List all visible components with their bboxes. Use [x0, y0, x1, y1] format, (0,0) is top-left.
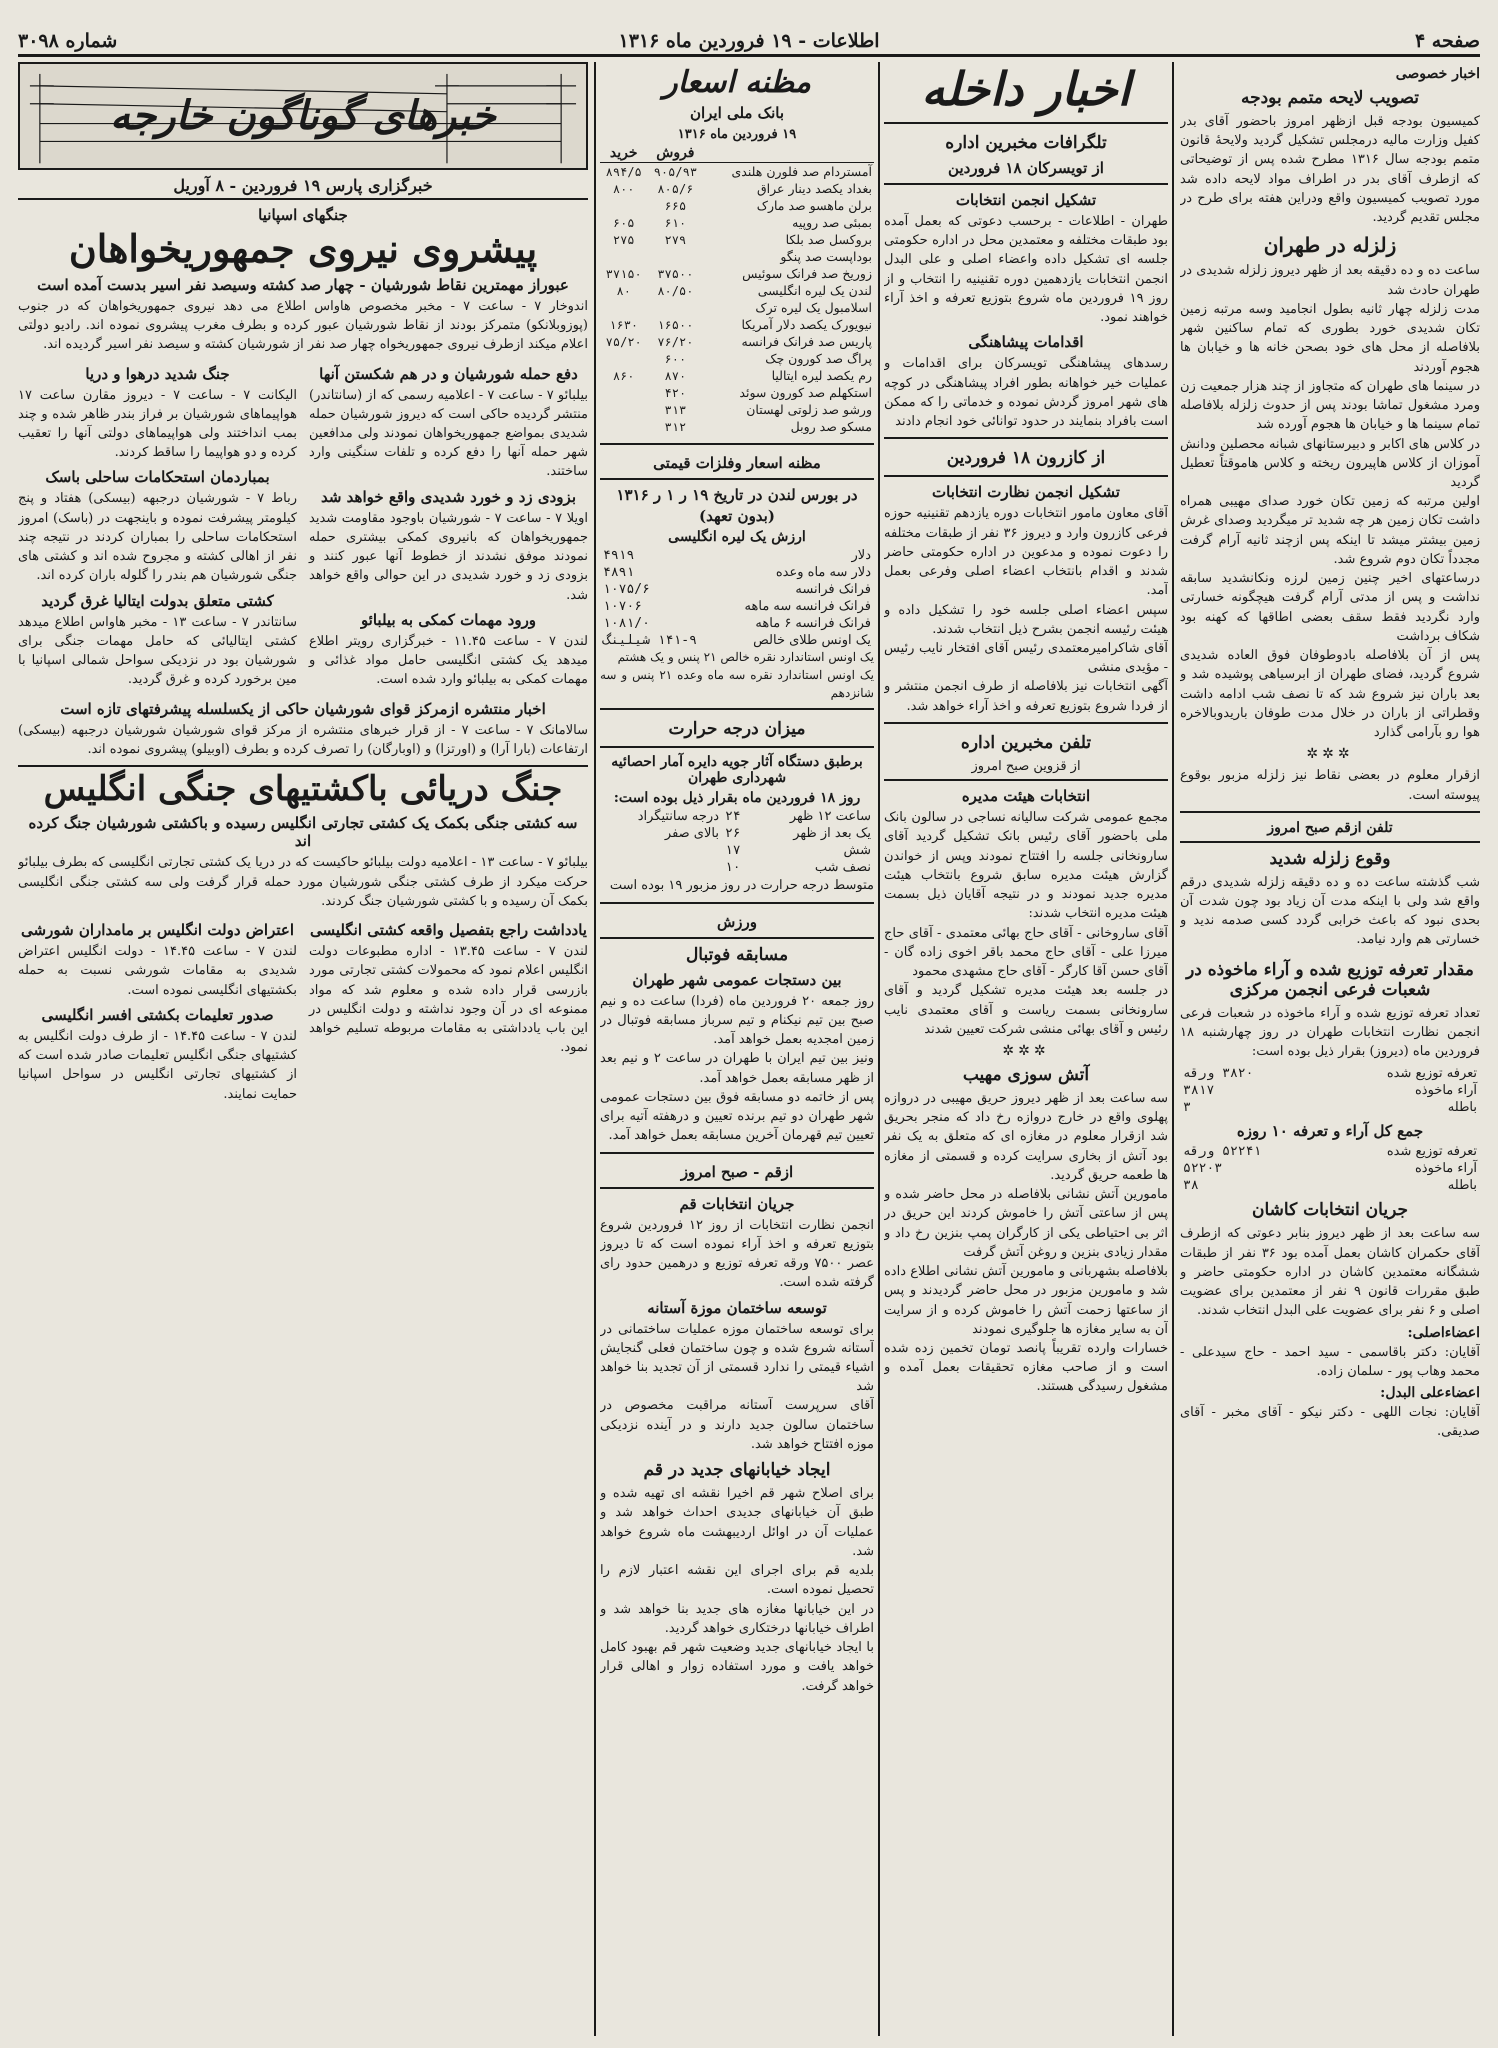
- body-11: لندن ۷ - ساعت ۱۴.۴۵ - دولت انگلیس اعتراض شدیدی به مقامات شورشی نسبت به حمله بکشتیهای انگلیسی نموده است.: [18, 944, 298, 998]
- table-cell: ۱۶۳۰: [609, 317, 639, 332]
- body-10: لندن ۷ - ساعت ۱۳.۴۵ - اداره مطبوعات دولت انگلیس اعلام نمود که محمولات کشتی تجارتی مورد بازرسی قرار داده شده و معلوم شد که مواد ممنوعه ای در آن وجود نداشته و دولت انگلیس در این باب یادداشتی به مقامات مربوطه تسلیم خواهد نمود.: [309, 944, 588, 1056]
- table-cell: بوداپست صد پنگو: [780, 249, 872, 265]
- table-cell: ۳۱۳: [664, 402, 687, 417]
- table-row: [600, 350, 874, 367]
- body-8: لندن ۷ - ساعت ۱۱.۴۵ - خبرگزاری رویتر اطلاع میدهد یک کشتی انگلیسی حامل مواد غذائی و مهمات کمکی به بیلبائو وارد شده است.: [309, 633, 588, 688]
- foreign-news-logo-text: خبرهای گوناگون خارجه: [110, 92, 496, 139]
- table-row: [1180, 1082, 1480, 1099]
- qom-phone-label: تلفن ازقم صبح امروز: [1267, 819, 1393, 836]
- table-cell: ۱۷: [724, 843, 741, 859]
- table-row: [600, 163, 874, 181]
- tariff-total-title: جمع کل آراء و تعرفه ۱۰ روزه: [1236, 1122, 1424, 1141]
- foreign-news-logo: [18, 62, 588, 170]
- table-cell: ۵۲۲۴۱ ورقه: [1183, 1144, 1262, 1160]
- table-cell: ۸۰/۵۰: [657, 283, 694, 298]
- divider-stars: ✲✲✲: [1306, 746, 1354, 763]
- quake-body: ساعت ده و ده دقیقه بعد از ظهر دیروز زلزله شدیدی در طهران حادث شد مدت زلزله چهار ثانیه بطول انجامید وسه مرتبه زمین تکان شدیدی خورد بطوری که تمام ساکنین شهر بلافاصله از محل های خود بصحن خانه ها و خیابان ها هجوم آوردند در سینما های طهران که متجاوز از چند هزار جمعیت زن ومرد مشغول تماشا بودند پس از حدوث زلزله بلافاصله تمام سینما ها و خیابان ها هجوم آورده شد در کلاس های اکابر و دبیرستانهای شبانه محصلین ودانش آموزان از کلاس هاپیرون ریخته و کلاس هاموقتاً تعطیل گردید اولین مرتبه که زمین تکان خورد صدای مهیبی همراه داشت تکان زمین هر چه شدید تر میگردید وصدای غرش زمین بیشتر میشد تا اینکه پس ازچند ثانیه آرام گرفت مجدداً تکان دوم شروع شد. درساعتهای اخیر چنین زمین لرزه ونکانشدید سابقه نداشت و پس از مدتی آرام گرفت هیچگونه خسارتی وارد نگردید فقط سقف بعضی اطاقها که کهنه بود شکاف برداشت پس از آن بلافاصله بادوطوفان فوق العاده شدیدی شروع گردید، فضای طهران از ابرسیاهی پوشیده شد و بعد باران نیز شروع شد که تا نصف شب ادامه داشت وقطراتی از باران در خلال مدت طوفان باریدوبالاخره هوا رو بآرامی گذارد: [1180, 263, 1480, 741]
- table-cell: باطله: [1447, 1178, 1477, 1194]
- table-row: [600, 299, 874, 316]
- table-row: [1180, 1177, 1480, 1194]
- masthead: [18, 28, 1480, 57]
- sub-heading-6: اخبار منتشره ازمرکز قوای شورشیان حاکی از یکسلسله پیشرفتهای تازه است: [60, 699, 546, 718]
- sub-heading-11: اعتراض دولت انگلیس بر مامداران شورشی: [21, 921, 294, 940]
- table-row: [600, 384, 874, 401]
- body-3: الیکانت ۷ - ساعت ۷ - دیروز مقارن ساعت ۱۷ هواپیماهای شورشیان بر فراز بندر ظاهر شده و چند بمب انداختند ولی هواپیماهای دولتی آنها را تعقیب کرده و دو هواپیما را ساقط کردند.: [18, 387, 298, 461]
- table-cell: ۱۶۵۰۰: [657, 317, 694, 332]
- metals-table: [600, 547, 874, 649]
- table-cell: ۷۶/۲۰: [657, 334, 694, 349]
- metals-note: (بدون تعهد): [699, 507, 775, 526]
- table-row: [600, 808, 874, 825]
- body-6: سالامانک ۷ - ساعت ۷ - از قرار خبرهای منتشره از مرکز قوای شورشیان شورشیان درجبهه (بیسکی) ارتفاعات (بارا آرا) و (اورتزا) و (اوبارگان) را تصرف کرده و بطرف (اوبیلو) پیشروی نموده اند.: [18, 722, 588, 757]
- table-cell: ۳۷۵۰۰: [657, 266, 694, 281]
- issue-number: شماره ۳۰۹۸: [18, 30, 118, 52]
- kazerun-date: از کازرون ۱۸ فروردین: [946, 448, 1106, 469]
- table-row: [600, 265, 874, 282]
- measures-body: رسدهای پیشاهنگی تویسرکان برای اقدامات و عملیات خیر خواهانه بطور افراد پیشاهنگی در کوچه های شهر امروز گردش نموده و خدماتی را که ممکن است بافراد بنمایند در حدود توانائی خود انجام دادند: [884, 356, 1168, 430]
- table-cell: نصف شب: [814, 860, 871, 876]
- table-cell: [600, 859, 722, 876]
- sub-heading-10: یادداشت راجع بتفصیل واقعه کشتی انگلیسی: [310, 921, 587, 940]
- tariff-body: تعداد تعرفه توزیع شده و آراء ماخوذه در شعبات فرعی انجمن نظارت انتخابات طهران در روز چهارشنبه ۱۸ فروردین ماه (دیروز) بقرار ذیل بوده است:: [1180, 1005, 1480, 1060]
- table-cell: مسکو صد روبل: [790, 419, 872, 435]
- table-cell: ۶۰۰: [664, 351, 687, 366]
- table-row: [600, 282, 874, 299]
- sub-heading-8: ورود مهمات کمکی به بیلبائو: [360, 610, 537, 629]
- sub-heading-1: عبوراز مهمترین نقاط شورشیان - چهار صد کشته وسیصد نفر اسیر بدست آمده است: [37, 275, 569, 294]
- quake-title: زلزله در طهران: [1263, 233, 1397, 258]
- sub-heading-12: صدور تعلیمات بکشتی افسر انگلیسی: [41, 1005, 274, 1024]
- tuyserkan-date: از تویسرکان ۱۸ فروردین: [948, 159, 1104, 177]
- table-cell: ۲۷۵: [612, 232, 635, 247]
- measures-title: اقدامات پیشاهنگی: [968, 333, 1084, 352]
- table-cell: ۳۷۱۵۰: [605, 266, 642, 281]
- table-row: [600, 598, 874, 615]
- table-row: [600, 632, 874, 649]
- qom-shrine-body: برای توسعه ساختمان موزه عملیات ساختمانی در آستانه شروع شده و چون ساختمان فعلی گنجایش اشیاء قیمتی را ندارد قسمتی از آن تجدید بنا خواهد شد آقای سرپرست آستانه مراقبت مخصوص در ساختمان سالون جدید دارند و در آینده نزدیکی موزه افتتاح خواهد شد.: [600, 1321, 874, 1452]
- qom-elections-body: انجمن نظارت انتخابات از روز ۱۲ فروردین شروع بتوزیع تعرفه و اخذ آراء نموده است که تا دیروز عصر ۷۵۰۰ ورقه تعرفه توزیع و درهمین حدود رای گرفته شده است.: [600, 1217, 874, 1291]
- council-body: طهران - اطلاعات - برحسب دعوتی که بعمل آمده بود طبقات مختلفه و معتمدین محل در اداره حکومتی جلسه ای تشکیل داده واعضاء اصلی و علی البدل انجمن انتخابات یازدهمین دوره تقنینیه را انتخاب و از روز ۱۹ فروردین ماه شروع بتوزیع تعرفه و اخذ آراء خواهند نمود.: [884, 214, 1168, 326]
- table-cell: بمبئی صد روپیه: [792, 215, 872, 231]
- weather-title: میزان درجه حرارت: [668, 719, 806, 740]
- sub-heading-4: بزودی زد و خورد شدیدی واقع خواهد شد: [321, 487, 576, 506]
- table-row: [600, 825, 874, 842]
- table-row: [1180, 1099, 1480, 1116]
- sub-heading-3: جنگ شدید درهوا و دریا: [85, 364, 230, 383]
- rates-date: ۱۹ فروردین ماه ۱۳۱۶: [677, 127, 797, 142]
- table-cell: یک اونس طلای خالص: [753, 633, 871, 649]
- board-body: مجمع عمومی شرکت سالیانه نساجی در سالون بانک ملی باحضور آقای رئیس بانک تشکیل گردید آقای سارونخانی جلسه را افتتاح نمودند وپس از خواندن گزارش هیئت مدیره سابق شروع بانتخاب هیئت مدیره جدید نمودند و در نتیجه آقایان ذیل بسمت هیئت مدیره انتخاب شدند: آقای ساروخانی - آقای حاج بهائی معتمدی - آقای حاج میرزا علی - آقای حاج محمد باقر اخوی زاده گان - آقای حسن آقا کارگر - آقای حاج مشهدی محمود در جلسه بعد هیئت مدیره تشکیل گردید و آقای سارونخانی بسمت ریاست و آقای معتمدی نایب رئیس و آقای بهائی منشی شرکت تعیین شدند: [884, 810, 1168, 1037]
- table-cell: ۲۶: [724, 826, 741, 842]
- table-header-row: [600, 144, 874, 163]
- body-1: اندوخار ۷ - ساعت ۷ - مخبر مخصوص هاواس اطلاع می دهد نیروی جمهوریخواهان که در جنوب (پوزوبلانکو) متمرکز بودند از نقاط شورشیان عبور کرده و بطرف مغرب پیشروی نموده اند. رادیو دولتی اعلام میکند ازطرف نیروی جمهوریخواه چهار صد نفر از شورشیان کشته و سیصد نفر اسیر گردیده اند.: [18, 298, 588, 353]
- table-cell: لندن یک لیره انگلیسی: [757, 283, 872, 299]
- table-row: [600, 180, 874, 197]
- table-cell: برلن ماهسو صد مارک: [756, 198, 872, 214]
- table-cell: آمستردام صد فلورن هلندی: [731, 164, 872, 180]
- metals-sub: در بورس لندن در تاریخ ۱۹ ر ۱ ر ۱۳۱۶: [616, 486, 858, 505]
- kazerun-title: تشکیل انجمن نظارت انتخابات: [932, 483, 1120, 502]
- table-cell: ۸۷۰: [664, 368, 687, 383]
- agency-line: خبرگزاری پارس ۱۹ فروردین - ۸ آوریل: [18, 176, 588, 200]
- metals-title: مظنه اسعار وفلزات قیمتی: [653, 454, 821, 473]
- table-cell: فرانک فرانسه: [795, 582, 871, 598]
- kazerun-body: آقای معاون مامور انتخابات دوره یازدهم تقنینیه حوزه فرعی کازرون وارد و دیروز ۳۶ نفر از طبقات مختلفه را دعوت نموده و مدعوین در اداره حکومتی حاضر شدند و اقدام بانتخاب اعضاء اصلی وفرعی بعمل آمد. سپس اعضاء اصلی جلسه خود را تشکیل داده و هیئت رئیسه انجمن بشرح ذیل انتخاب شدند. آقای شاکرامیرمعتمدی رئیس آقای افتخار نایب رئیس - مؤیدی منشی آگهی انتخابات نیز بلافاصله از طرف انجمن منتشر و از فردا شروع بتوزیع تعرفه و اخذ آراء خواهد شد.: [884, 506, 1168, 714]
- qom-quake-body: شب گذشته ساعت ده و ده دقیقه زلزله شدیدی درقم واقع شد ولی با اینکه مدت آن زیاد بود چون شدت آن بحدی نبود که باعث خرابی گردد کسی صدمه ندید و خسارتی هم وارد نیامد.: [1180, 874, 1480, 948]
- table-cell: ۸۰۰: [612, 181, 635, 196]
- sub-heading-5: بمباردمان استحکامات ساحلی باسک: [45, 468, 270, 487]
- table-cell: دلار سه ماه وعده: [775, 565, 871, 581]
- table-cell: تعرفه توزیع شده: [1386, 1144, 1477, 1160]
- kashan-alt-members: آقایان: نجات اللهی - دکتر نیکو - آقای مخبر - آقای صدیقی.: [1180, 1405, 1480, 1440]
- tariff-total-table: [1180, 1143, 1480, 1194]
- table-cell: ۱۰۷۰۶: [603, 599, 643, 615]
- rates-bank: بانک ملی ایران: [689, 104, 785, 122]
- table-cell: [600, 418, 647, 435]
- body-12: لندن ۷ - ساعت ۱۴.۴۵ - از طرف دولت انگلیس به کشتیهای جنگی انگلیس تعلیمات صادر شده است که از کشتیهای تجارتی انگلیس در سواحل اسپانیا حمایت نمایند.: [18, 1028, 297, 1102]
- rates-title: مظنه اسعار: [663, 65, 811, 100]
- table-cell: ۳۸۲۰ ورقه: [1183, 1066, 1254, 1082]
- table-cell: فرانک فرانسه سه ماهه: [744, 599, 871, 615]
- table-cell: ۱۴۱-۹ شیلینگ: [603, 633, 697, 649]
- table-header: [703, 144, 874, 163]
- table-row: [600, 333, 874, 350]
- table-cell: ۶۰۵: [612, 215, 635, 230]
- tariff-table: [1180, 1065, 1480, 1116]
- table-cell: شش: [843, 843, 871, 859]
- table-row: [1180, 1143, 1480, 1160]
- table-row: [600, 547, 874, 564]
- foreign-col-left: [18, 359, 297, 694]
- table-cell: [600, 299, 647, 316]
- main-headline: پیشروی نیروی جمهوریخواهان: [68, 226, 538, 271]
- table-cell: ۳۱۲: [664, 419, 687, 434]
- table-cell: اسلامبول یک لیره ترک: [755, 300, 872, 316]
- column-domestic-special: [1180, 62, 1480, 2036]
- foreign-two-col: [18, 359, 588, 694]
- foreign-two-col-bottom: [18, 915, 588, 1108]
- page-number: صفحه ۴: [1414, 30, 1480, 52]
- sub-heading-9: سه کشتی جنگی بکمک یک کشتی تجارتی انگلیس رسیده و باکشتی شورشیان جنگ کرده اند: [28, 814, 578, 851]
- kashan-members-label: اعضاءاصلی:: [1407, 1324, 1480, 1341]
- sports-body: روز جمعه ۲۰ فروردین ماه (فردا) ساعت ده و نیم صبح بین تیم نیکنام و تیم سرباز مسابقه فوتبال در زمین امجدیه بعمل خواهد آمد. ونیز بین تیم ایران با طهران در ساعت ۲ و نیم بعد از ظهر مسابقه بعمل خواهد آمد. پس از خاتمه دو مسابقه فوق بین دستجات عمومی شهر طهران دو تیم برنده تعیین و درهفته آتیه برای تعیین تیم قهرمان آخرین مسابقه بعمل خواهد آمد.: [600, 993, 874, 1144]
- table-cell: ساعت ۱۲ ظهر: [789, 809, 871, 825]
- table-cell: باطله: [1447, 1100, 1477, 1116]
- table-cell: بغداد یکصد دینار عراق: [756, 181, 872, 197]
- table-cell: [600, 384, 647, 401]
- body-4: اویلا ۷ - ساعت ۷ - شورشیان باوجود مقاومت شدید جمهوریخواهان که بانیروی کمکی بیشتری حمله نمودند موفق نشدند از خطوط آنها عبور کنند و بزودی زد و خورد شدیدی در این حوالی واقع خواهد شد.: [309, 510, 588, 603]
- fire-title: آتش سوزی مهیب: [962, 1064, 1090, 1085]
- table-cell: بالای صفر: [664, 826, 719, 842]
- budget-body: کمیسیون بودجه قبل ازظهر امروز باحضور آقای بدر کفیل وزارت مالیه درمجلس تشکیل گردید ولایحهٔ قانون متمم بودجه سال ۱۳۱۶ مطرح شده پس از توضیحاتی که ازطرف آقای بدر در اطراف مواد لایحه داده شد مورد تصویب کمیسیون واقع ودراین هفته برای طرح در مجلس تقدیم گردید.: [1180, 114, 1480, 226]
- divider-stars: ✲✲✲: [1002, 1042, 1050, 1059]
- qom-streets-title: ایجاد خیابانهای جدید در قم: [643, 1460, 831, 1481]
- table-cell: ۸۰۵/۶: [657, 181, 694, 196]
- foreign-col-right: [309, 359, 588, 694]
- currency-rates-table: [600, 144, 874, 435]
- spain-label: جنگهای اسپانیا: [258, 206, 348, 224]
- table-row: [600, 367, 874, 384]
- sports-label: ورزش: [716, 912, 758, 931]
- body-7: سانتاندر ۷ - ساعت ۱۳ - مخبر هاواس اطلاع میدهد کشتی ایتالیائی که حامل مهمات جنگی برای شورشیان بود در نزدیکی سواحل شمالی اسپانیا با مین برخورد کرده و غرق گردید.: [18, 614, 297, 688]
- table-cell: [600, 248, 647, 265]
- table-cell: ۳: [1183, 1100, 1191, 1116]
- table-row: [600, 401, 874, 418]
- table-cell: ۹۰۵/۹۳: [653, 164, 698, 179]
- table-row: [600, 564, 874, 581]
- table-cell: فرانک فرانسه ۶ ماهه: [755, 616, 871, 632]
- table-row: [600, 859, 874, 876]
- table-cell: ۲۷۹: [664, 232, 687, 247]
- table-cell: ۳۸۱۷: [1183, 1083, 1215, 1099]
- tariff-title: مقدار تعرفه توزیع شده و آراء ماخوذه در شعبات فرعی انجمن مرکزی: [1186, 959, 1474, 1000]
- table-cell: ۶۱۰: [664, 215, 687, 230]
- sub-heading-7: کشتی متعلق بدولت ایتالیا غرق گردید: [41, 591, 274, 610]
- telegram-title: تلگرافات مخبرین اداره: [945, 133, 1107, 153]
- table-cell: زوریخ صد فرانک سوئیس: [742, 266, 872, 282]
- phone-sub: از قزوین صبح امروز: [971, 758, 1081, 774]
- issue-date: اطلاعات - ۱۹ فروردین ماه ۱۳۱۶: [618, 30, 880, 52]
- body-2: بیلبائو ۷ - ساعت ۷ - اعلامیه رسمی که از (سانتاندر) منتشر گردیده حاکی است که دیروز شورشیان حمله شدیدی بمواضع جمهوریخواهان نمودند ولی مدافعین شهر حمله آنها را دفع کرده و تلفات سنگینی وارد ساختند.: [309, 387, 588, 480]
- table-cell: [600, 401, 647, 418]
- table-cell: ۷۵/۲۰: [605, 334, 642, 349]
- phone-box: [1180, 811, 1480, 843]
- table-cell: یک بعد از ظهر: [793, 826, 871, 842]
- table-cell: ۴۲۰: [664, 385, 687, 400]
- sports-sub: بین دستجات عمومی شهر طهران: [632, 970, 842, 989]
- column-foreign: [18, 62, 588, 2036]
- naval-headline: جنگ دریائی باکشتیهای جنگی انگلیس: [18, 765, 588, 808]
- table-cell: ۴۹۱۹: [603, 548, 635, 564]
- table-row: [600, 615, 874, 632]
- body-5: رباط ۷ - شورشیان درجبهه (بیسکی) هفتاد و پنج کیلومتر پیشرفت نموده و باینجهت در (باسک) امروز استحکامات ساحلی را بمباران کردند در نتیجه چند نفر از اهالی کشته و مجروح شده اند و کشتی های جنگی شورشیان هم بندر را گلوله باران کرده اند.: [18, 491, 297, 584]
- table-cell: ۴۸۹۱: [603, 565, 635, 581]
- table-cell: ۳۸: [1183, 1178, 1199, 1194]
- metals-head: ارزش یک لیره انگلیسی: [668, 529, 806, 546]
- sub-heading-2: دفع حمله شورشیان و در هم شکستن آنها: [319, 364, 578, 383]
- table-row: [600, 581, 874, 598]
- table-cell: ۲۴: [724, 809, 741, 825]
- table-cell: پاریس صد فرانک فرانسه: [741, 334, 872, 350]
- table-cell: ۸۶۰: [612, 368, 635, 383]
- domestic-banner: اخبار داخله: [921, 62, 1131, 116]
- table-row: [1180, 1160, 1480, 1177]
- weather-table: [600, 808, 874, 876]
- column-rates: [600, 62, 874, 2036]
- table-row: [600, 197, 874, 214]
- table-cell: ۱۰۸۱/۰: [603, 616, 650, 632]
- table-cell: ۱۰۷۵/۶: [603, 582, 650, 598]
- qom-streets-body: برای اصلاح شهر قم اخیرا نقشه ای تهیه شده و طبق آن خیابانهای جدیدی احداث خواهد شد و عملیات آن در اوائل اردیبهشت ماه شروع خواهد شد. بلدیه قم برای اجرای این نقشه اعتبار لازم را تحصیل نموده است. در این خیابانها مغازه های جدید بنا خواهد شد و اطراف خیابانها درختکاری خواهد گردید. با ایجاد خیابانهای جدید وضعیت شهر قم بهبود کامل خواهد یافت و مورد استفاده زوار و اهالی قرار خواهد گرفت.: [600, 1486, 874, 1694]
- foreign-col-right-bottom: [309, 915, 588, 1108]
- weather-sub: برطبق دستگاه آثار جویه دایره آمار احصائیه شهرداری طهران: [611, 754, 863, 787]
- table-cell: پراگ صد کورون چک: [765, 351, 872, 367]
- table-cell: آراء ماخوذه: [1414, 1161, 1477, 1177]
- sports-title: مسابقه فوتبال: [685, 944, 789, 965]
- table-cell: نیویورک یکصد دلار آمریکا: [741, 317, 872, 333]
- kashan-members: آقایان: دکتر باقاسمی - سید احمد - حاج سیدعلی - محمد وهاب پور - سلمان زاده.: [1180, 1344, 1480, 1379]
- foreign-col-left-bottom: [18, 915, 297, 1108]
- table-row: [600, 231, 874, 248]
- kashan-title: جریان انتخابات کاشان: [1252, 1200, 1408, 1221]
- table-row: [1180, 1065, 1480, 1082]
- body-9: بیلبائو ۷ - ساعت ۱۳ - اعلامیه دولت بیلبائو حاکیست که در دریا یک کشتی تجارتی انگلیسی که بطرف بیلبائو حرکت میکرد از طرف کشتی جنگی شورشیان مورد حمله قرار گرفت ولی سه کشتی جنگی انگلیسی بکمک آن رسیده و با کشتی شورشیان جنگ کردند.: [18, 855, 588, 909]
- special-news-label: اخبار خصوصی: [1395, 66, 1480, 82]
- board-title: انتخابات هیئت مدیره: [961, 787, 1091, 806]
- weather-line: روز ۱۸ فروردین ماه بقرار ذیل بوده است:: [613, 790, 861, 807]
- table-cell: استکهلم صد کورون سوئد: [739, 385, 872, 401]
- table-cell: [647, 299, 703, 316]
- phone-title: تلفن مخبرین اداره: [960, 732, 1092, 753]
- table-cell: دلار: [851, 548, 871, 564]
- table-row: [600, 418, 874, 435]
- qom-shrine-title: توسعه ساختمان موزة آستانه: [647, 1298, 827, 1317]
- fire-body: سه ساعت بعد از ظهر دیروز حریق مهیبی در دروازه پهلوی واقع در خارج دروازه رخ داد که منجر بحریق شد ازقرار معلوم در مغازه ای که متعلق به یک نفر بود آتش از بخاری سرایت کرده و قسمتی از مغازه ها طعمه حریق گردید. مامورین آتش نشانی بلافاصله در محل حاضر شده و پس از ساعتی آتش را خاموش کردند این حریق در اثر بی احتیاطی یکی از کارگران پمپ بنزین رخ داد و مقدار زیادی بنزین و روغن آتش گرفت بلافاصله بشهربانی و مامورین آتش نشانی اطلاع داده شد و مامورین مزبور در محل حاضر گردیدند و پس از ساعتها زحمت آتش را خاموش کرده و از سرایت آن به سایر مغازه ها جلوگیری نمودند خسارات وارده تقریباً پانصد تومان تخمین زده شده است و از صاحب مغازه تحقیقات بعمل آمده و مشغول رسیدگی هستند.: [884, 1090, 1168, 1395]
- table-cell: [600, 350, 647, 367]
- table-cell: آراء ماخوذه: [1414, 1083, 1477, 1099]
- table-header-buy: خرید: [600, 144, 647, 163]
- table-cell: ۵۲۲۰۳: [1183, 1161, 1223, 1177]
- column-domestic-telegrams: [884, 62, 1168, 2036]
- council-title: تشکیل انجمن انتخابات: [955, 191, 1097, 209]
- metals-footer: یک اونس استاندارد نقره خالص ۲۱ پنس و یک هشتم یک اونس استاندارد نقره سه ماه وعده ۲۱ پنس و سه شانزدهم: [600, 650, 874, 700]
- table-cell: [647, 248, 703, 265]
- table-cell: [600, 842, 722, 859]
- table-row: [600, 214, 874, 231]
- quake-note: ازقرار معلوم در بعضی نقاط نیز زلزله مزبور بوقوع پیوسته است.: [1180, 768, 1480, 803]
- table-cell: بروکسل صد بلکا: [785, 232, 872, 248]
- table-row: [600, 316, 874, 333]
- qom-quake-title: وقوع زلزله شدید: [1269, 848, 1391, 869]
- qom-label: ازقم - صبح امروز: [680, 1162, 794, 1181]
- weather-footer: متوسط درجه حرارت در روز مزبور ۱۹ بوده است: [609, 878, 874, 894]
- table-cell: درجه سانتیگراد: [637, 809, 719, 825]
- table-cell: ورشو صد زلوتی لهستان: [746, 402, 872, 418]
- table-cell: رم یکصد لیره ایتالیا: [771, 368, 872, 384]
- table-row: [600, 842, 874, 859]
- table-cell: تعرفه توزیع شده: [1386, 1066, 1477, 1082]
- table-cell: ۸۹۴/۵: [605, 164, 642, 179]
- table-cell: ۸۰: [616, 283, 631, 298]
- budget-title: تصویب لایحه متمم بودجه: [1240, 88, 1420, 108]
- table-cell: ۱۰: [724, 860, 741, 876]
- table-header-sell: فروش: [647, 144, 703, 163]
- kashan-body: سه ساعت بعد از ظهر دیروز بنابر دعوتی که ازطرف آقای حکمران کاشان بعمل آمده بود ۳۶ نفر از طبقات ششگانه معتمدین کاشان در اداره حکومتی حاضر و طبق مقررات قانون ۹ نفر از معتمدین برای عضویت اصلی و ۶ نفر برای عضویت علی البدل انتخاب شدند.: [1180, 1226, 1480, 1319]
- table-cell: [600, 197, 647, 214]
- kashan-alt-label: اعضاءعلی البدل:: [1380, 1385, 1480, 1402]
- table-cell: ۶۶۵: [664, 198, 687, 213]
- qom-elections-title: جریان انتخابات قم: [679, 1194, 795, 1213]
- table-row: [600, 248, 874, 265]
